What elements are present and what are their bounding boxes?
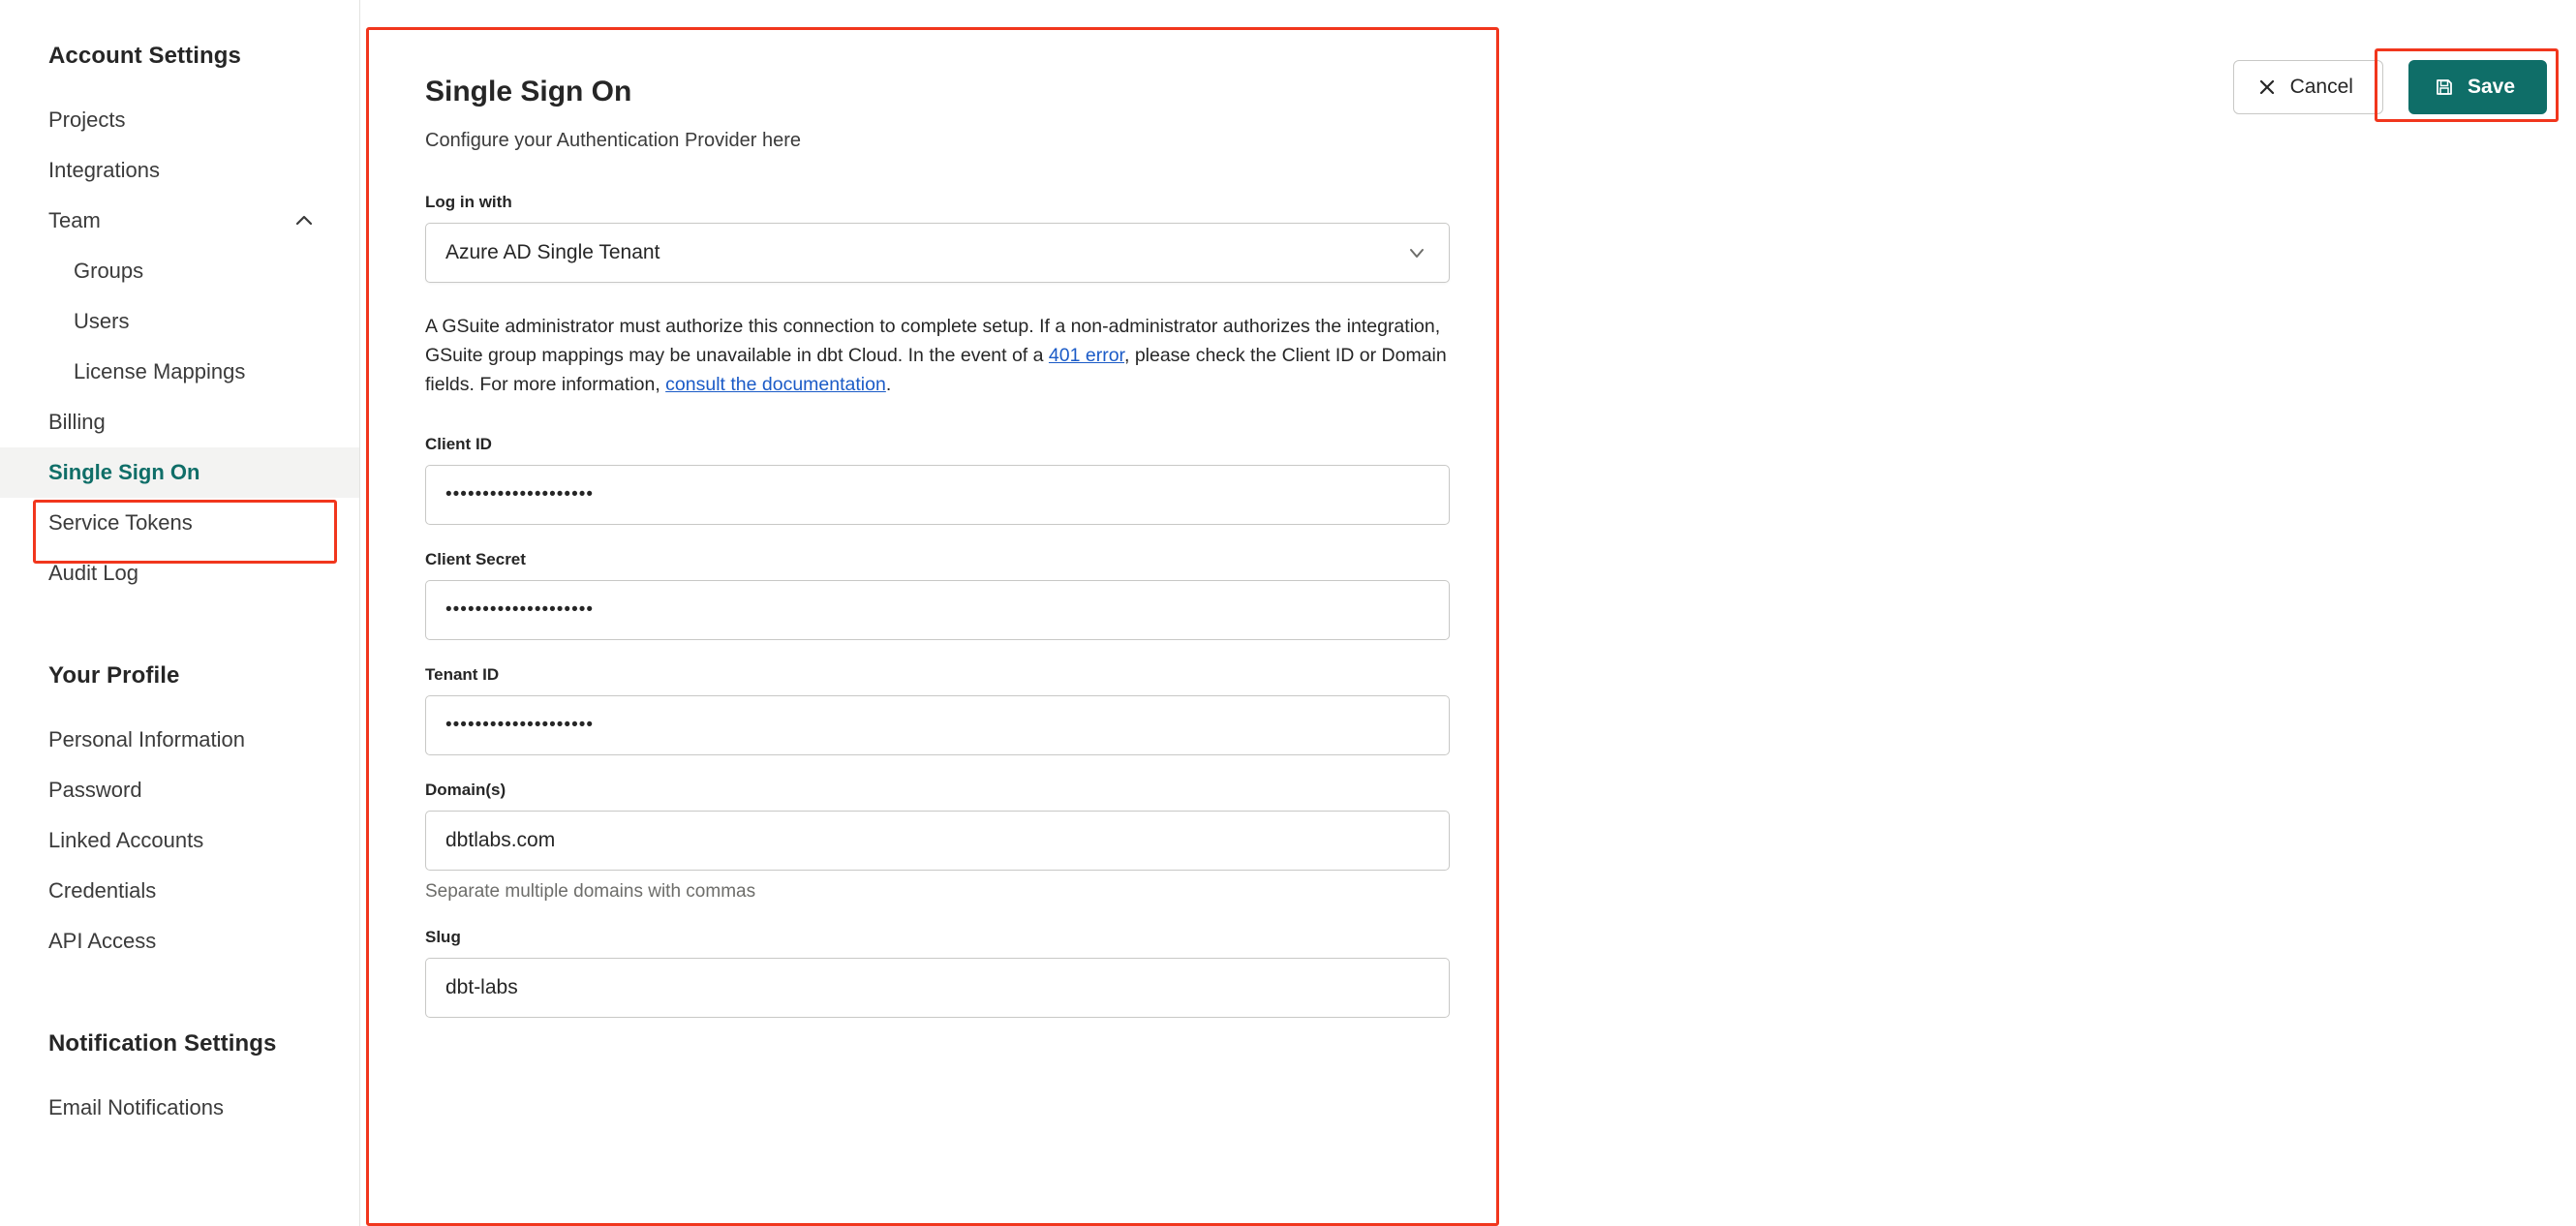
chevron-up-icon — [293, 210, 315, 231]
form-actions — [2233, 60, 2547, 114]
sidebar-item-label: Team — [48, 208, 101, 232]
login-with-label: Log in with — [425, 193, 512, 211]
domains-field — [425, 781, 1438, 903]
page-title: Single Sign On — [425, 76, 632, 107]
sidebar-item-label: Billing — [48, 410, 106, 434]
sidebar-item-team[interactable] — [0, 196, 359, 246]
sidebar-item-billing[interactable] — [0, 397, 359, 447]
tenant-id-label: Tenant ID — [425, 664, 500, 684]
sidebar-item-label: Projects — [48, 107, 126, 132]
sidebar-item-label: Credentials — [48, 878, 157, 903]
sidebar-item-users[interactable] — [0, 296, 359, 347]
client-id-field — [425, 435, 1438, 525]
client-secret-value: •••••••••••••••••••• — [445, 598, 595, 620]
tenant-id-input[interactable] — [425, 695, 1450, 755]
client-id-input[interactable] — [425, 465, 1450, 525]
domains-label: Domain(s) — [425, 780, 506, 799]
floppy-disk-icon — [2435, 77, 2454, 97]
client-id-label: Client ID — [425, 434, 492, 453]
sidebar-item-label: Email Notifications — [48, 1095, 224, 1119]
slug-value: dbt-labs — [445, 975, 518, 998]
sidebar-heading-your-profile: Your Profile — [48, 662, 180, 689]
domains-hint: Separate multiple domains with commas — [425, 880, 756, 902]
slug-label: Slug — [425, 927, 461, 946]
sidebar-item-label: Single Sign On — [48, 460, 200, 484]
page-subtitle: Configure your Authentication Provider here — [425, 130, 802, 151]
sidebar-item-credentials[interactable] — [0, 866, 359, 916]
domains-value: dbtlabs.com — [445, 828, 556, 851]
client-secret-field — [425, 550, 1438, 640]
helper-text-part3: . — [885, 374, 892, 396]
helper-text — [425, 312, 1452, 400]
sidebar-item-personal-information[interactable] — [0, 715, 359, 765]
link-consult-documentation[interactable]: consult the documentation — [665, 374, 886, 396]
sidebar-item-audit-log[interactable] — [0, 548, 359, 598]
sidebar-item-linked-accounts[interactable] — [0, 815, 359, 866]
slug-input[interactable] — [425, 958, 1450, 1018]
sidebar-item-service-tokens[interactable] — [0, 498, 359, 548]
client-secret-input[interactable] — [425, 580, 1450, 640]
tenant-id-field — [425, 665, 1438, 755]
sso-settings-card — [369, 29, 1498, 1226]
helper-text-part2: , please check the Client ID or Domain fields. For more information, — [425, 345, 1447, 396]
slug-field — [425, 928, 1438, 1018]
sidebar-item-label: Service Tokens — [48, 510, 193, 535]
cancel-button-label: Cancel — [2289, 76, 2353, 98]
login-with-value: Azure AD Single Tenant — [445, 241, 660, 263]
login-with-field — [425, 193, 1438, 283]
close-icon — [2257, 77, 2277, 97]
main-content — [360, 0, 2576, 1226]
sidebar-heading-account-settings: Account Settings — [48, 43, 241, 69]
sidebar-item-label: Password — [48, 778, 142, 802]
sidebar-item-single-sign-on[interactable] — [0, 447, 359, 498]
cancel-button[interactable] — [2233, 60, 2383, 114]
save-button[interactable] — [2408, 60, 2547, 114]
link-401-error[interactable]: 401 error — [1048, 345, 1124, 367]
helper-text-part1: A GSuite administrator must authorize this connection to complete setup. If a non-administrator authorizes the integration, GSuite group mappings may be unavailable in dbt Cloud. In the event of a — [425, 316, 1441, 367]
save-button-label: Save — [2467, 76, 2515, 98]
tenant-id-value: •••••••••••••••••••• — [445, 714, 595, 735]
sidebar-item-label: Integrations — [48, 158, 160, 182]
sidebar-item-label: API Access — [48, 929, 157, 953]
chevron-down-icon — [1404, 240, 1429, 265]
login-with-select[interactable] — [425, 223, 1450, 283]
sidebar-item-label: Personal Information — [48, 727, 245, 751]
sidebar-item-label: Linked Accounts — [48, 828, 204, 852]
sidebar-item-projects[interactable] — [0, 95, 359, 145]
sidebar-item-integrations[interactable] — [0, 145, 359, 196]
sidebar-item-label: Users — [74, 309, 130, 333]
sidebar-item-email-notifications[interactable] — [0, 1083, 359, 1133]
sidebar-item-api-access[interactable] — [0, 916, 359, 966]
sidebar-item-license-mappings[interactable] — [0, 347, 359, 397]
client-id-value: •••••••••••••••••••• — [445, 483, 595, 505]
sidebar-item-label: License Mappings — [74, 359, 246, 383]
sidebar-item-label: Groups — [74, 259, 144, 283]
sidebar-heading-notification-settings: Notification Settings — [48, 1030, 277, 1057]
sidebar-item-label: Audit Log — [48, 561, 138, 585]
sidebar-item-groups[interactable] — [0, 246, 359, 296]
sidebar — [0, 0, 360, 1226]
sidebar-item-password[interactable] — [0, 765, 359, 815]
client-secret-label: Client Secret — [425, 549, 526, 568]
domains-input[interactable] — [425, 811, 1450, 871]
